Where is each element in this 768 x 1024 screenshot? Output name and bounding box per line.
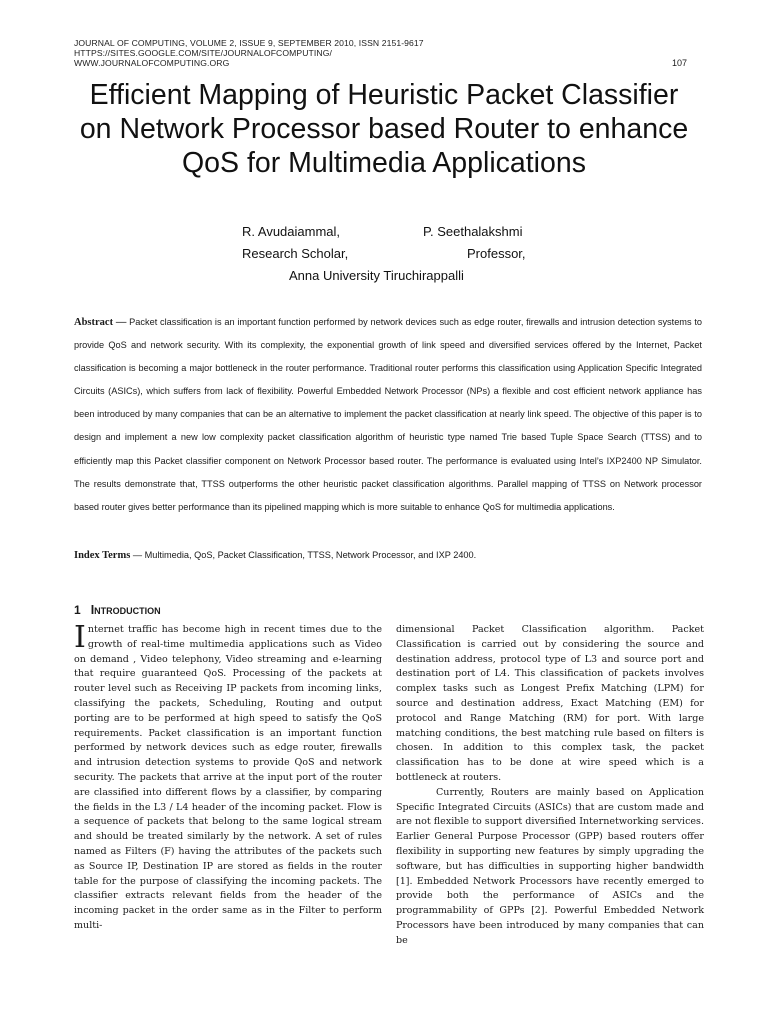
intro-paragraph-1-text: nternet traffic has become high in recent times due to the growth of real-time multimedia applications such as Video on demand , Video telephony, Video streaming and e-learning that require guaranteed QoS. Processing of the packets at router level such as Receiving IP packets from incoming links, classifying the packets, Scheduling, Routing and output porting are to be performed at high speed to satisfy the QoS requirements. Packet classification is an important function performed by network devices such as edge router, firewalls and intrusion detection systems to provide QoS and network security. The packets that arrive at the input port of the router are classified into different flows by a classifier, by comparing the fields in the L3 / L4 header of the incoming packet. Flow is a sequence of packets that belong to the same logical stream and should be treated similarly by the network. A set of rules named as Filters (F) having the attributes of the packets such as Source IP, Destination IP are stored as fields in the router table for the purpose of classifying the incoming packets. The classifier extracts relevant fields from the header of the incoming packet in the order same as in the Filter to perform multi- xyxy=(74,624,382,931)
author2-name: P. Seethalakshmi xyxy=(423,224,523,239)
affiliation: Anna University Tiruchirappalli xyxy=(289,268,464,283)
section-heading xyxy=(74,603,161,617)
section-title: Introduction xyxy=(90,603,161,617)
author1-name: R. Avudaiammal, xyxy=(242,224,341,239)
intro-paragraph-2: Currently, Routers are mainly based on Application Specific Integrated Circuits (ASICs) that are custom made and are not flexible to support diversified Internetworking services. Earlier General Purpose Processor (GPP) based routers offer flexibility in supporting new features by simply upgrading the software, but has difficulties in supporting higher bandwidth [1]. Embedded Network Processors have recently emerged to provide both the performance of ASICs and the programmability of GPPs [2]. Powerful Embedded Network Processors have been introduced by many companies that can be xyxy=(396,786,704,946)
journal-header-line1: JOURNAL OF COMPUTING, VOLUME 2, ISSUE 9, SEPTEMBER 2010, ISSN 2151-9617 xyxy=(74,38,424,48)
intro-paragraph-1 xyxy=(74,620,382,934)
abstract xyxy=(74,311,702,519)
abstract-text: Packet classification is an important function performed by network devices such as edge router, firewalls and intrusion detection systems to provide QoS and network security. With its complexity, the exponential growth of link speed and diversified services offered by the Internet, Packet classification is becoming a major bottleneck in the router performance. Traditional router performs this classification using Application Specific Integrated Circuits (ASICs), which suffers from lack of flexibility. Powerful Embedded Network Processor (NPs) a flexible and cost efficient network appliance has been introduced by many companies that can be an alternative to implement the packet classification at nearly link speed. The objective of this paper is to design and implement a new low complexity packet classification algorithm of heuristic type named Trie based Tuple Space Search (TTSS) and to efficiently map this Packet classifier component on Network Processor based router. The performance is evaluated using Intel’s IXP2400 NP Simulator. The results demonstrate that, TTSS outperforms the other heuristic packet classification algorithms. Parallel mapping of TTSS on Network processor based router gives better performance than its pipelined mapping which is more suitable to enhance QoS for multimedia applications. xyxy=(74,317,702,512)
intro-paragraph-1-continued: dimensional Packet Classification algorithm. Packet Classification is carried out by considering the source and destination address, protocol type of L3 and source port and destination port of L4. This classification of packets involves complex tasks such as Longest Prefix Matching (LPM) for source and destination address, Exact Matching (EM) for protocol and Range Matching (RM) for port. With large matching conditions, the best matching rule based on filters is chosen. In addition to this complex task, the packet classification has to be done at wire speed which is a bottleneck at routers. xyxy=(396,624,704,783)
author2-role: Professor, xyxy=(467,246,526,261)
section-number: 1 xyxy=(74,603,81,617)
left-column xyxy=(74,620,382,934)
abstract-label: Abstract xyxy=(74,317,114,328)
page-number: 107 xyxy=(672,58,688,68)
drop-cap: I xyxy=(74,620,86,655)
index-terms xyxy=(74,548,702,563)
index-terms-dash: — xyxy=(132,550,143,560)
paper-title: Efficient Mapping of Heuristic Packet Classifier on Network Processor based Router to enhance QoS for Multimedia Applications xyxy=(79,79,689,179)
author1-role: Research Scholar, xyxy=(242,246,349,261)
index-terms-text: Multimedia, QoS, Packet Classification, TTSS, Network Processor, and IXP 2400. xyxy=(144,550,477,560)
abstract-dash: — xyxy=(115,317,127,328)
right-column xyxy=(396,623,704,949)
journal-header-line2: HTTPS://SITES.GOOGLE.COM/SITE/JOURNALOFCOMPUTING/ xyxy=(74,48,332,58)
index-terms-label: Index Terms xyxy=(74,550,131,561)
journal-header-line3: WWW.JOURNALOFCOMPUTING.ORG xyxy=(74,58,230,68)
